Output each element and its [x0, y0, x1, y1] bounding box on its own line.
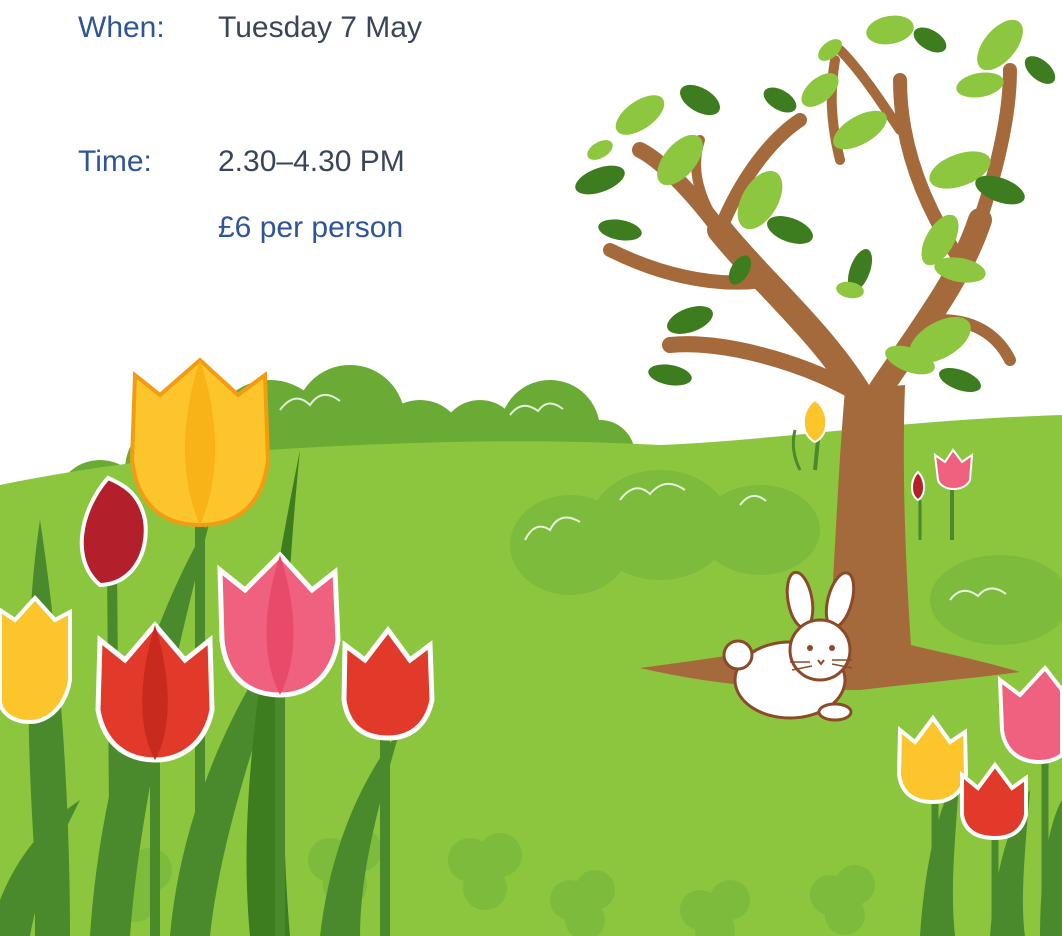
- time-value: 2.30–4.30 PM: [218, 145, 405, 178]
- time-label: Time:: [78, 145, 152, 178]
- tulip-icon: [0, 598, 70, 722]
- price-text: £6 per person: [218, 211, 404, 244]
- when-value: Tuesday 7 May: [218, 11, 422, 44]
- when-label: When:: [78, 11, 165, 44]
